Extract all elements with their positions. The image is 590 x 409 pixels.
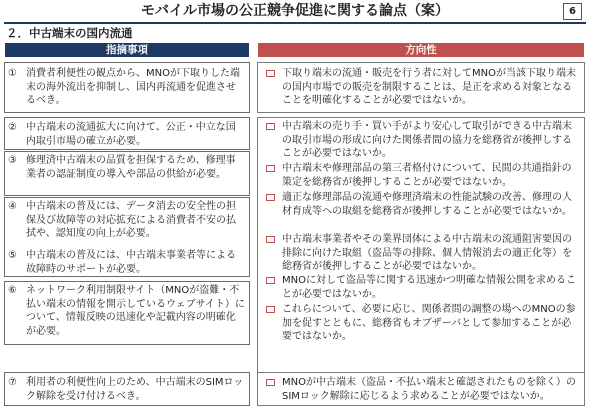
item-text: 中古端末事業者やその業界団体による中古端末の流通阻害要因の排除に向けた取組（盗品等の排除、個人情報消去の適正化等）を総務省が後押しすることが必要ではないか。 xyxy=(282,234,572,272)
right-item xyxy=(266,191,580,218)
left-item xyxy=(8,200,245,241)
left-box-6 xyxy=(4,372,250,406)
bullet-square-icon xyxy=(266,379,275,386)
bullet-square-icon xyxy=(266,70,275,77)
bullet-square-icon xyxy=(266,123,275,130)
right-item xyxy=(266,233,580,274)
item-text: 利用者の利便性向上のため、中古端末のSIMロック解除を受け付けるべき。 xyxy=(26,377,244,402)
left-box-4 xyxy=(4,197,250,277)
item-text: 消費者利便性の観点から、MNOが下取りした端末の海外流出を抑制し、国内再流通を促進させるべき。 xyxy=(26,68,240,106)
item-text: これらについて、必要に応じ、関係者間の調整の場へのMNOの参加を促すとともに、総務省もオブザーバとして参加することが必要ではないか。 xyxy=(282,304,576,342)
bullet-square-icon xyxy=(266,165,275,172)
left-box-5 xyxy=(4,281,250,345)
item-text: 中古端末の普及には、データ消去の安全性の担保及び故障等の対応拡充による消費者不安の払拭や、認知度の向上が必要。 xyxy=(26,201,236,239)
left-column-header: 指摘事項 xyxy=(5,43,249,57)
item-text: 下取り端末の流通・販売を行う者に対してMNOが当該下取り端末の国内市場での販売を制限することは、是正を求める対象となることを明確化することが必要ではないか。 xyxy=(282,68,576,106)
left-item xyxy=(8,376,245,403)
right-box-3 xyxy=(257,372,585,406)
item-text: 適正な修理部品の流通や修理済端末の性能試験の改善、修理の人材育成等への取組を総務省が後押しすることが必要ではないか。 xyxy=(282,192,572,217)
item-number: ① xyxy=(8,68,17,79)
right-item xyxy=(266,162,580,189)
left-item xyxy=(8,154,245,181)
left-item xyxy=(8,67,245,108)
item-number: ⑤ xyxy=(8,250,17,261)
left-box-2 xyxy=(4,117,250,150)
left-box-3 xyxy=(4,151,250,196)
bullet-square-icon xyxy=(266,277,275,284)
right-column-header: 方向性 xyxy=(258,43,584,57)
right-item xyxy=(266,274,580,301)
item-text: 中古端末の普及には、中古端末事業者等による故障時のサポートが必要。 xyxy=(26,250,236,275)
left-item xyxy=(8,249,245,276)
right-item xyxy=(266,303,580,344)
left-item xyxy=(8,284,245,338)
right-item xyxy=(266,67,580,108)
right-box-1 xyxy=(257,62,585,113)
right-item xyxy=(266,376,580,403)
item-text: 中古端末の流通拡大に向けて、公正・中立な国内取引市場の確立が必要。 xyxy=(26,122,236,147)
section-title: ２．中古端末の国内流通 xyxy=(6,26,133,40)
bullet-square-icon xyxy=(266,236,275,243)
page-title: モバイル市場の公正競争促進に関する論点（案） xyxy=(141,3,449,19)
left-item xyxy=(8,121,245,148)
item-number: ② xyxy=(8,122,17,133)
page-number-badge: 6 xyxy=(563,3,582,20)
item-text: 修理済中古端末の品質を担保するため、修理事業者の認証制度の導入や部品の供給が必要。 xyxy=(26,155,236,180)
bullet-square-icon xyxy=(266,194,275,201)
right-box-2 xyxy=(257,117,585,373)
item-number: ⑥ xyxy=(8,285,17,296)
item-text: MNOが中古端末（盗品・不払い端末と確認されたものを除く）のSIMロック解除に応じるよう求めることが必要ではないか。 xyxy=(282,377,576,402)
right-item xyxy=(266,120,580,161)
bullet-square-icon xyxy=(266,306,275,313)
item-text: 中古端末の売り手・買い手がより安心して取引ができる中古端末の取引市場の形成に向けた関係者間の協力を総務省が後押しすることが必要ではないか。 xyxy=(282,121,572,159)
item-number: ⑦ xyxy=(8,377,17,388)
item-text: ネットワーク利用制限サイト（MNOが盗難・不払い端末の情報を開示しているウェブサイト）について、情報反映の迅速化や記載内容の明確化が必要。 xyxy=(26,285,245,337)
item-number: ④ xyxy=(8,201,17,212)
left-box-1 xyxy=(4,62,250,113)
item-text: 中古端末や修理部品の第三者格付けについて、民間の共通指針の策定を総務省が後押しすることが必要ではないか。 xyxy=(282,163,572,188)
item-text: MNOに対して盗品等に関する迅速かつ明確な情報公開を求めることが必要ではないか。 xyxy=(282,275,576,300)
title-divider xyxy=(4,22,586,24)
item-number: ③ xyxy=(8,155,17,166)
